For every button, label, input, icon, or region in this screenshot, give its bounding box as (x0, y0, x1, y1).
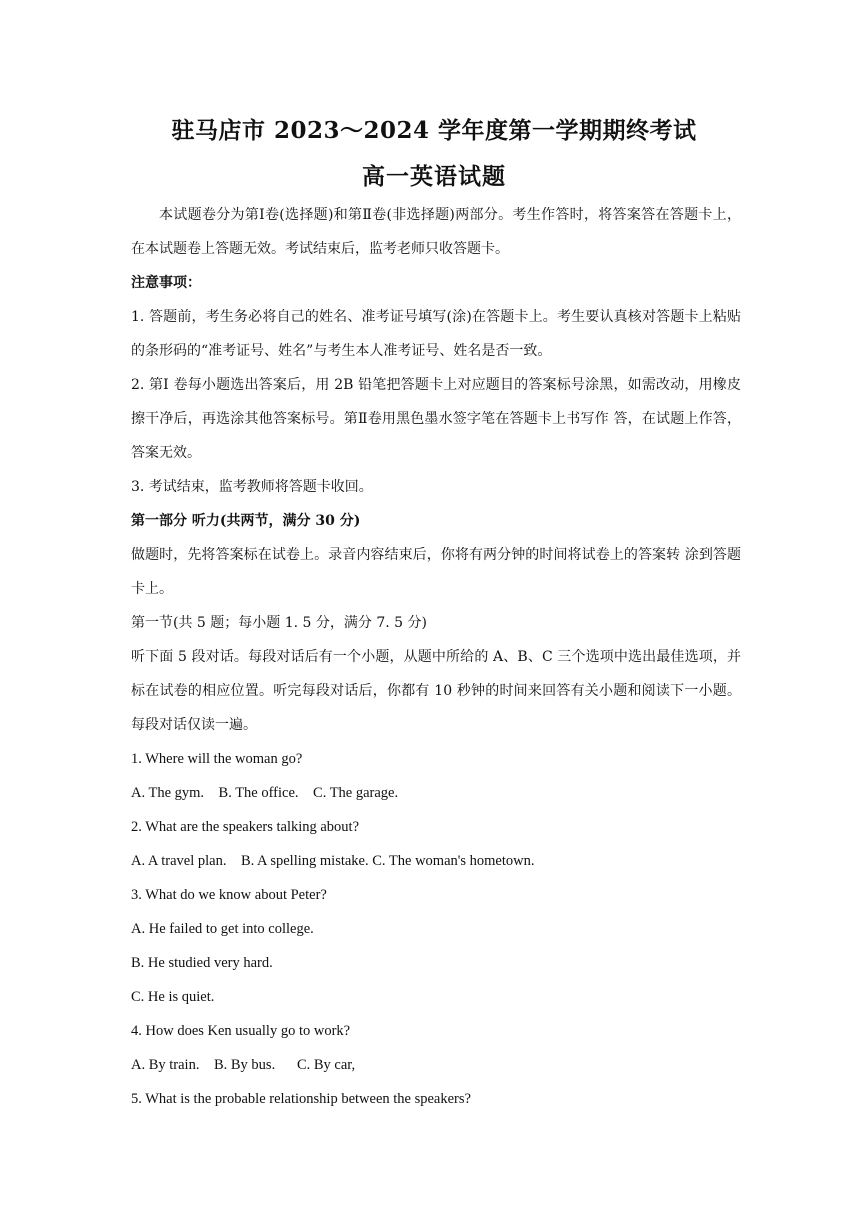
notes-item-3: 3. 考试结束，监考教师将答题卡收回。 (131, 479, 373, 495)
question-3-option-b: B. He studied very hard. (131, 955, 273, 971)
exam-title: 驻马店市 2023～2024 学年度第一学期期终考试 (171, 117, 697, 144)
notes-heading: 注意事项： (131, 275, 201, 291)
notes-item-1: 1. 答题前，考生务必将自己的姓名、准考证号填写(涂)在答题卡上。考生要认真核对答题卡上粘贴的条形码的“准考证号、姓名”与考生本人准考证号、姓名是否一致。 (131, 309, 741, 359)
section1-instruction: 听下面 5 段对话。每段对话后有一个小题，从题中所给的 A、B、C 三个选项中选出最佳选项，并标在试卷的相应位置。听完每段对话后，你都有 10 秒钟的时间来回答有关小题和阅读下一小题。每段对话仅读一遍。 (131, 649, 741, 733)
part1-heading: 第一部分 听力(共两节，满分 30 分) (131, 513, 361, 529)
question-4: 4. How does Ken usually go to work? (131, 1023, 351, 1039)
question-3: 3. What do we know about Peter? (131, 887, 327, 903)
question-5: 5. What is the probable relationship between the speakers? (131, 1091, 471, 1107)
question-3-option-a: A. He failed to get into college. (131, 921, 314, 937)
notes-item-2: 2. 第Ⅰ 卷每小题选出答案后，用 2B 铅笔把答题卡上对应题目的答案标号涂黑，如需改动，用橡皮擦干净后，再选涂其他答案标号。第Ⅱ卷用黑色墨水签字笔在答题卡上书写作 答，在试题上作答，答案无效。 (131, 377, 741, 461)
question-1: 1. Where will the woman go? (131, 751, 303, 767)
question-1-options: A. The gym. B. The office. C. The garage. (131, 785, 399, 801)
section1-heading: 第一节(共 5 题；每小题 1. 5 分，满分 7. 5 分) (131, 615, 427, 631)
part1-instruction: 做题时，先将答案标在试卷上。录音内容结束后，你将有两分钟的时间将试卷上的答案转 涂到答题卡上。 (131, 547, 741, 597)
exam-subtitle: 高一英语试题 (362, 163, 506, 190)
exam-body (131, 198, 741, 1116)
question-2-options: A. A travel plan. B. A spelling mistake. C. The woman's hometown. (131, 853, 535, 869)
question-4-options: A. By train. B. By bus. C. By car, (131, 1057, 356, 1073)
question-3-option-c: C. He is quiet. (131, 989, 215, 1005)
intro-paragraph: 本试题卷分为第Ⅰ卷(选择题)和第Ⅱ卷(非选择题)两部分。考生作答时，将答案答在答题卡上，在本试题卷上答题无效。考试结束后，监考老师只收答题卡。 (131, 207, 741, 257)
question-2: 2. What are the speakers talking about? (131, 819, 360, 835)
